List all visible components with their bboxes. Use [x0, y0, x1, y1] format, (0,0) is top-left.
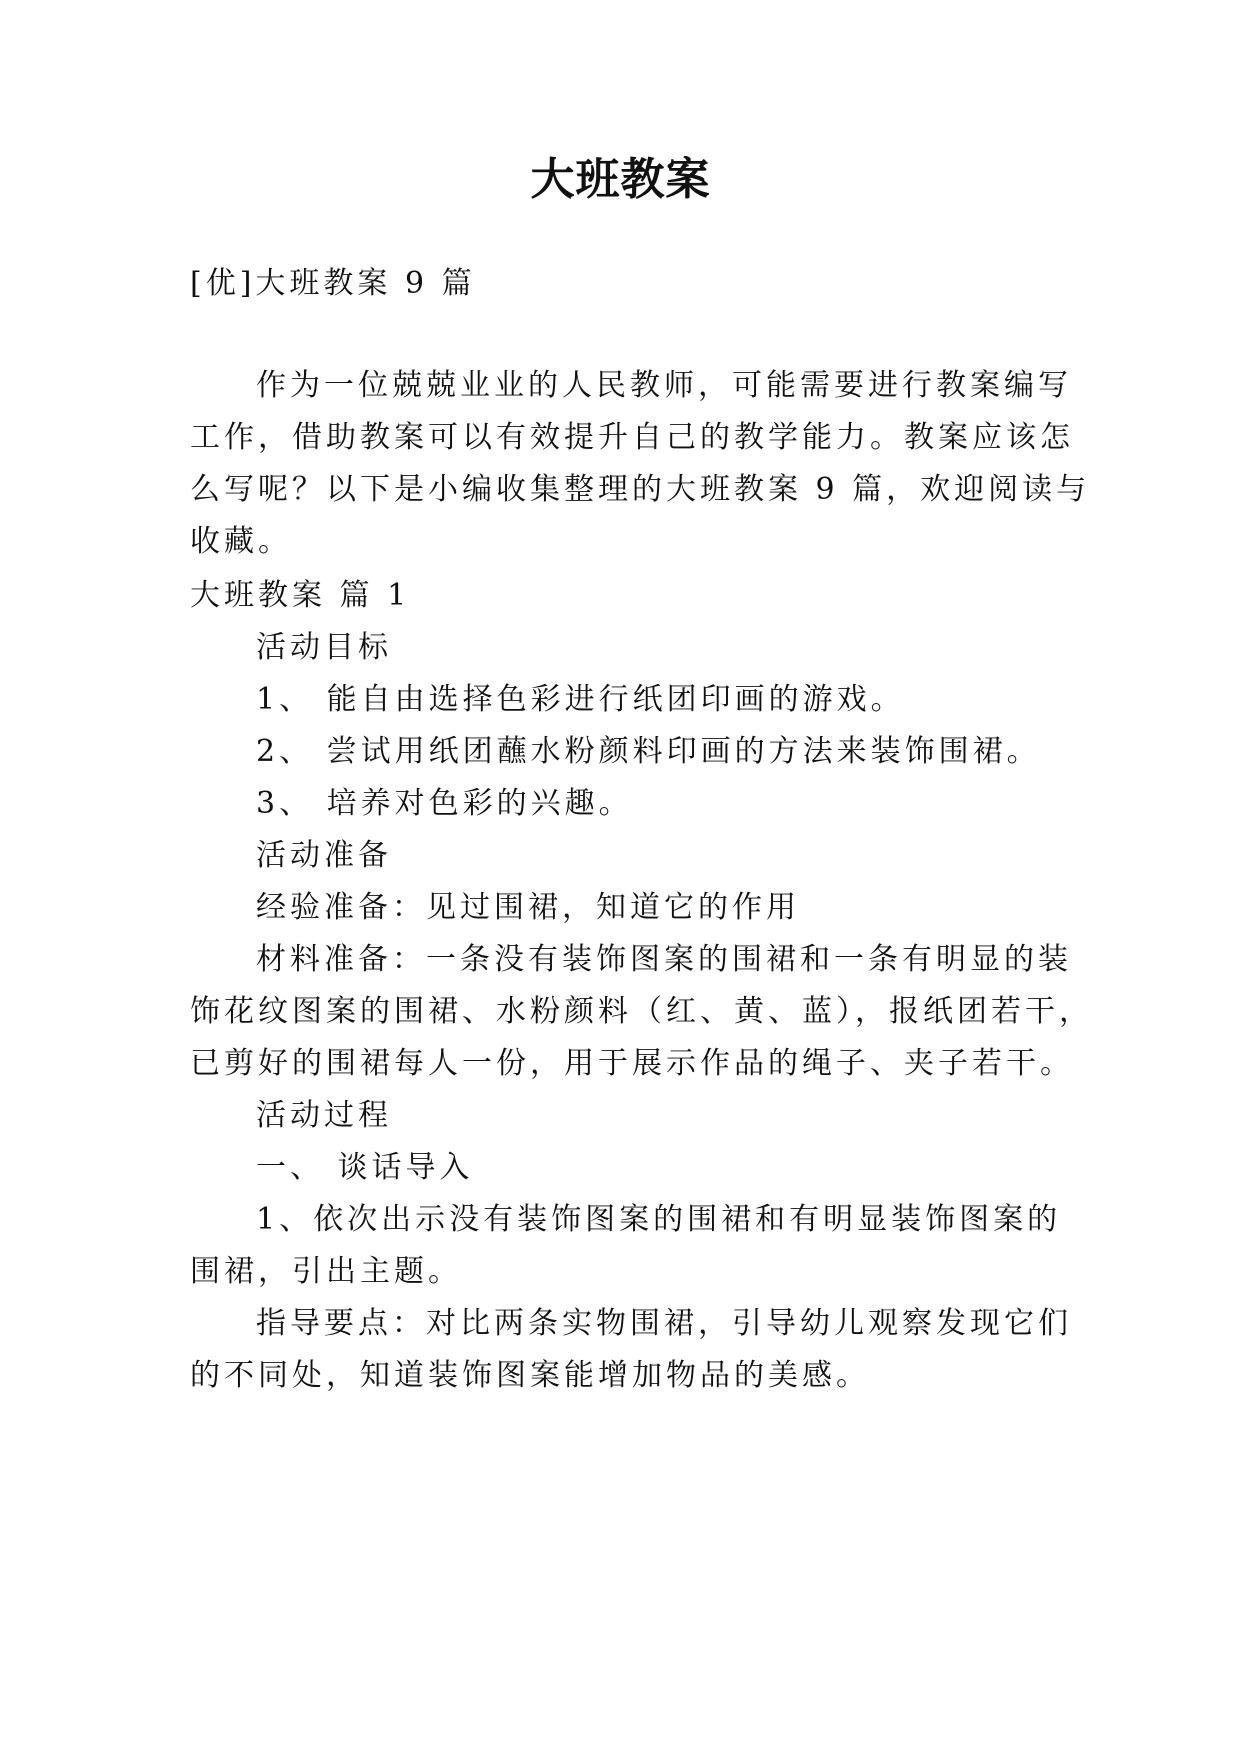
step-one-item-line-1: 1、依次出示没有装饰图案的围裙和有明显装饰图案的	[256, 1202, 1062, 1237]
guidance-line-2: 的不同处，知道装饰图案能增加物品的美感。	[190, 1358, 870, 1393]
document-subtitle: [优]大班教案 9 篇	[190, 266, 476, 301]
material-prep-line-1: 材料准备：一条没有装饰图案的围裙和一条有明显的装	[256, 942, 1072, 977]
step-one-item-line-2: 围裙，引出主题。	[190, 1254, 462, 1289]
intro-line-3: 么写呢？以下是小编收集整理的大班教案 9 篇，欢迎阅读与	[190, 472, 1091, 507]
guidance-line-1: 指导要点：对比两条实物围裙，引导幼儿观察发现它们	[256, 1306, 1072, 1341]
section-heading: 大班教案 篇 1	[190, 578, 411, 613]
step-one-heading: 一、 谈话导入	[256, 1150, 474, 1185]
goal-item-2: 2、 尝试用纸团蘸水粉颜料印画的方法来装饰围裙。	[256, 734, 1041, 769]
intro-line-2: 工作，借助教案可以有效提升自己的教学能力。教案应该怎	[190, 420, 1074, 455]
goal-item-1: 1、 能自由选择色彩进行纸团印画的游戏。	[256, 682, 905, 717]
document-title: 大班教案	[530, 154, 711, 205]
goals-heading: 活动目标	[256, 630, 392, 665]
experience-prep: 经验准备：见过围裙，知道它的作用	[256, 890, 800, 925]
prep-heading: 活动准备	[256, 838, 392, 873]
material-prep-line-3: 已剪好的围裙每人一份，用于展示作品的绳子、夹子若干。	[190, 1046, 1074, 1081]
process-heading: 活动过程	[256, 1098, 392, 1133]
intro-line-1: 作为一位兢兢业业的人民教师，可能需要进行教案编写	[256, 368, 1072, 403]
material-prep-line-2: 饰花纹图案的围裙、水粉颜料（红、黄、蓝），报纸团若干，	[190, 994, 1093, 1029]
intro-line-4: 收藏。	[190, 524, 292, 559]
goal-item-3: 3、 培养对色彩的兴趣。	[256, 786, 633, 821]
